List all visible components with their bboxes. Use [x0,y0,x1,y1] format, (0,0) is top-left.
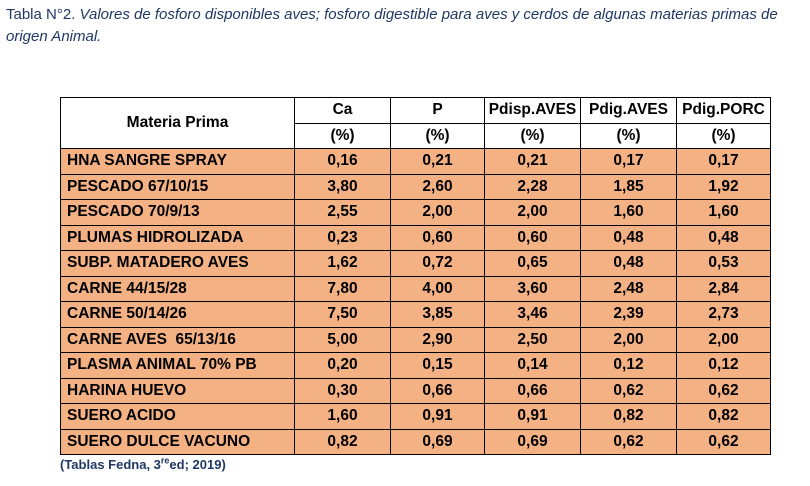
table-row [61,225,771,251]
cell-pdig-porc: 0,48 [677,225,771,251]
source-superscript: re [160,455,170,466]
cell-pdig-porc: 0,53 [677,251,771,277]
cell-pdig-aves: 0,12 [581,353,677,379]
cell-pdig-aves: 0,62 [581,378,677,404]
cell-pdisp-aves: 0,60 [485,225,581,251]
table-caption [6,4,806,48]
table-row [61,378,771,404]
cell-pdig-porc: 1,60 [677,200,771,226]
cell-pdig-aves: 2,39 [581,302,677,328]
row-name: PESCADO 67/10/15 [61,174,295,200]
cell-pdig-porc: 0,17 [677,149,771,175]
cell-pdig-aves: 0,62 [581,429,677,455]
cell-pdig-porc: 0,82 [677,404,771,430]
cell-pdig-aves: 2,00 [581,327,677,353]
cell-pdisp-aves: 2,00 [485,200,581,226]
cell-pdig-porc: 2,84 [677,276,771,302]
table-row [61,174,771,200]
row-name: PLASMA ANIMAL 70% PB [61,353,295,379]
table-row [61,276,771,302]
cell-pdisp-aves: 0,69 [485,429,581,455]
table-row [61,200,771,226]
header-p: P [391,98,485,124]
cell-ca: 7,80 [295,276,391,302]
cell-pdig-aves: 1,60 [581,200,677,226]
table-row [61,353,771,379]
cell-pdig-aves: 0,48 [581,225,677,251]
cell-pdig-porc: 2,00 [677,327,771,353]
caption-lead: Tabla N°2. [6,6,76,23]
cell-ca: 0,20 [295,353,391,379]
header-pdig-aves: Pdig.AVES [581,98,677,124]
cell-ca: 1,60 [295,404,391,430]
cell-ca: 0,23 [295,225,391,251]
cell-ca: 3,80 [295,174,391,200]
table-row [61,429,771,455]
cell-pdig-aves: 1,85 [581,174,677,200]
cell-p: 2,60 [391,174,485,200]
cell-pdig-porc: 1,92 [677,174,771,200]
cell-ca: 0,16 [295,149,391,175]
cell-p: 3,85 [391,302,485,328]
row-name: CARNE 44/15/28 [61,276,295,302]
header-pdig-porc: Pdig.PORC [677,98,771,124]
cell-pdisp-aves: 0,91 [485,404,581,430]
unit-p: (%) [391,123,485,149]
cell-p: 2,00 [391,200,485,226]
cell-pdig-porc: 0,62 [677,429,771,455]
cell-pdig-aves: 0,17 [581,149,677,175]
header-ca: Ca [295,98,391,124]
cell-p: 0,91 [391,404,485,430]
cell-pdisp-aves: 0,65 [485,251,581,277]
table-row [61,327,771,353]
row-name: CARNE AVES 65/13/16 [61,327,295,353]
cell-pdisp-aves: 2,50 [485,327,581,353]
cell-ca: 0,30 [295,378,391,404]
unit-ca: (%) [295,123,391,149]
table-source-note [60,457,226,472]
cell-ca: 2,55 [295,200,391,226]
row-name: HARINA HUEVO [61,378,295,404]
cell-pdisp-aves: 0,21 [485,149,581,175]
row-name: SUBP. MATADERO AVES [61,251,295,277]
cell-p: 4,00 [391,276,485,302]
unit-pdig-porc: (%) [677,123,771,149]
table-row [61,404,771,430]
cell-p: 2,90 [391,327,485,353]
cell-pdisp-aves: 0,14 [485,353,581,379]
cell-p: 0,15 [391,353,485,379]
header-pdisp-aves: Pdisp.AVES [485,98,581,124]
cell-pdisp-aves: 3,60 [485,276,581,302]
cell-p: 0,60 [391,225,485,251]
row-name: PESCADO 70/9/13 [61,200,295,226]
cell-p: 0,66 [391,378,485,404]
cell-pdisp-aves: 3,46 [485,302,581,328]
unit-pdisp-aves: (%) [485,123,581,149]
cell-pdig-aves: 0,82 [581,404,677,430]
cell-pdig-porc: 0,62 [677,378,771,404]
row-name: CARNE 50/14/26 [61,302,295,328]
table-row [61,251,771,277]
table-row [61,149,771,175]
source-text-start: (Tablas Fedna, 3 [60,457,161,472]
cell-pdig-porc: 0,12 [677,353,771,379]
row-name: HNA SANGRE SPRAY [61,149,295,175]
cell-pdig-porc: 2,73 [677,302,771,328]
unit-pdig-aves: (%) [581,123,677,149]
cell-ca: 1,62 [295,251,391,277]
cell-p: 0,69 [391,429,485,455]
row-name: SUERO ACIDO [61,404,295,430]
table-row [61,302,771,328]
cell-ca: 7,50 [295,302,391,328]
cell-pdig-aves: 2,48 [581,276,677,302]
header-row-labels [61,98,771,124]
cell-ca: 0,82 [295,429,391,455]
row-name: SUERO DULCE VACUNO [61,429,295,455]
row-name: PLUMAS HIDROLIZADA [61,225,295,251]
source-text-end: ed; 2019) [169,457,226,472]
cell-pdig-aves: 0,48 [581,251,677,277]
cell-ca: 5,00 [295,327,391,353]
phosphorus-table [60,97,771,455]
cell-pdisp-aves: 0,66 [485,378,581,404]
cell-p: 0,21 [391,149,485,175]
cell-p: 0,72 [391,251,485,277]
header-materia-prima: Materia Prima [61,98,295,149]
caption-text: Valores de fosforo disponibles aves; fosforo digestible para aves y cerdos de algunas materias primas de origen Animal. [6,6,778,45]
cell-pdisp-aves: 2,28 [485,174,581,200]
